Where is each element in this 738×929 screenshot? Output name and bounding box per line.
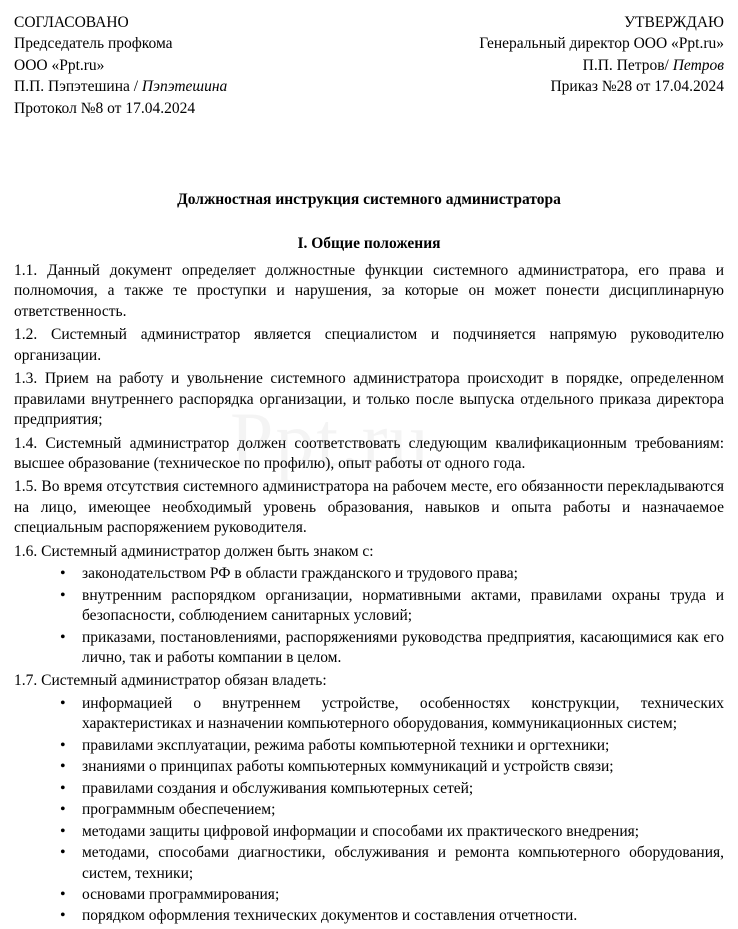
header-right-column <box>383 12 724 98</box>
header-left-column <box>14 12 355 119</box>
approval-label-right: УТВЕРЖДАЮ <box>624 14 724 31</box>
requirements-list-1 <box>14 564 724 668</box>
section-title: I. Общие положения <box>297 234 441 252</box>
signer-position-left: Председатель профкома <box>14 35 173 53</box>
signer-position-right: Генеральный директор ООО «Ppt.ru» <box>479 35 724 53</box>
paragraph: 1.4. Системный администратор должен соответствовать следующим квалификационным требованиям: высшее образование (техническое по профилю), опыт работы от одного года. <box>14 434 724 472</box>
list-item: • порядком оформления технических документов и составления отчетности. <box>60 906 724 926</box>
list-intro: 1.7. Системный администратор обязан владеть: <box>14 672 327 690</box>
signature-row-left <box>14 76 355 97</box>
signature-row-right <box>383 55 724 76</box>
list-item: • программным обеспечением; <box>60 800 724 820</box>
list-item: • приказами, постановлениями, распоряжениями руководства предприятия, касающимися как его лично, так и работы компании в целом. <box>60 628 724 669</box>
document-header <box>14 12 724 119</box>
signer-initials-right: П.П. Петров/ <box>582 56 669 74</box>
list-item: • основами программирования; <box>60 885 724 905</box>
list-item: • знаниями о принципах работы компьютерных коммуникаций и устройств связи; <box>60 757 724 777</box>
handwritten-signature-left: Пэпэтешина <box>141 78 228 96</box>
list-item: • правилами создания и обслуживания компьютерных сетей; <box>60 779 724 799</box>
organization-left: ООО «Ppt.ru» <box>14 56 105 74</box>
list-item: • внутренним распорядком организации, нормативными актами, правилами охраны труда и безопасности, соблюдением санитарных условий; <box>60 586 724 627</box>
paragraph: 1.1. Данный документ определяет должностные функции системного администратора, его права и полномочия, а также те проступки и нарушения, за которые он может понести дисциплинарную ответственность. <box>14 261 724 320</box>
paragraph: 1.5. Во время отсутствия системного администратора на рабочем месте, его обязанности перекладываются на лицо, имеющее необходимый уровень образования, навыков и опыта работы и назначаемое специальным распоряжением руководителя. <box>14 478 724 537</box>
list-item: • методами, способами диагностики, обслуживания и ремонта компьютерного оборудования, систем, техники; <box>60 843 724 884</box>
page-title: Должностная инструкция системного администратора <box>177 190 561 208</box>
paragraph: 1.2. Системный администратор является специалистом и подчиняется напрямую руководителю организации. <box>14 326 724 364</box>
document-ref-right: Приказ №28 от 17.04.2024 <box>550 78 724 96</box>
handwritten-signature-right: Петров <box>672 56 724 74</box>
approval-label-left: СОГЛАСОВАНО <box>14 14 129 31</box>
list-intro: 1.6. Системный администратор должен быть знаком с: <box>14 542 374 560</box>
document-ref-left: Протокол №8 от 17.04.2024 <box>14 99 196 117</box>
paragraph: 1.3. Прием на работу и увольнение системного администратора происходит в порядке, определенном правилами внутреннего распорядка организации, и только после выпуска отдельного приказа директора предприятия; <box>14 370 724 429</box>
document-content <box>14 12 724 929</box>
list-item: • методами защиты цифровой информации и способами их практического внедрения; <box>60 822 724 842</box>
signer-initials-left: П.П. Пэпэтешина / <box>14 78 139 96</box>
list-item: • правилами эксплуатации, режима работы компьютерной техники и оргтехники; <box>60 736 724 756</box>
list-item: • законодательством РФ в области гражданского и трудового права; <box>60 564 724 584</box>
requirements-list-2 <box>14 694 724 927</box>
list-item: • информацией о внутреннем устройстве, особенностях конструкции, технических характеристиках и назначении компьютерного оборудования, коммуникационных систем; <box>60 694 724 735</box>
